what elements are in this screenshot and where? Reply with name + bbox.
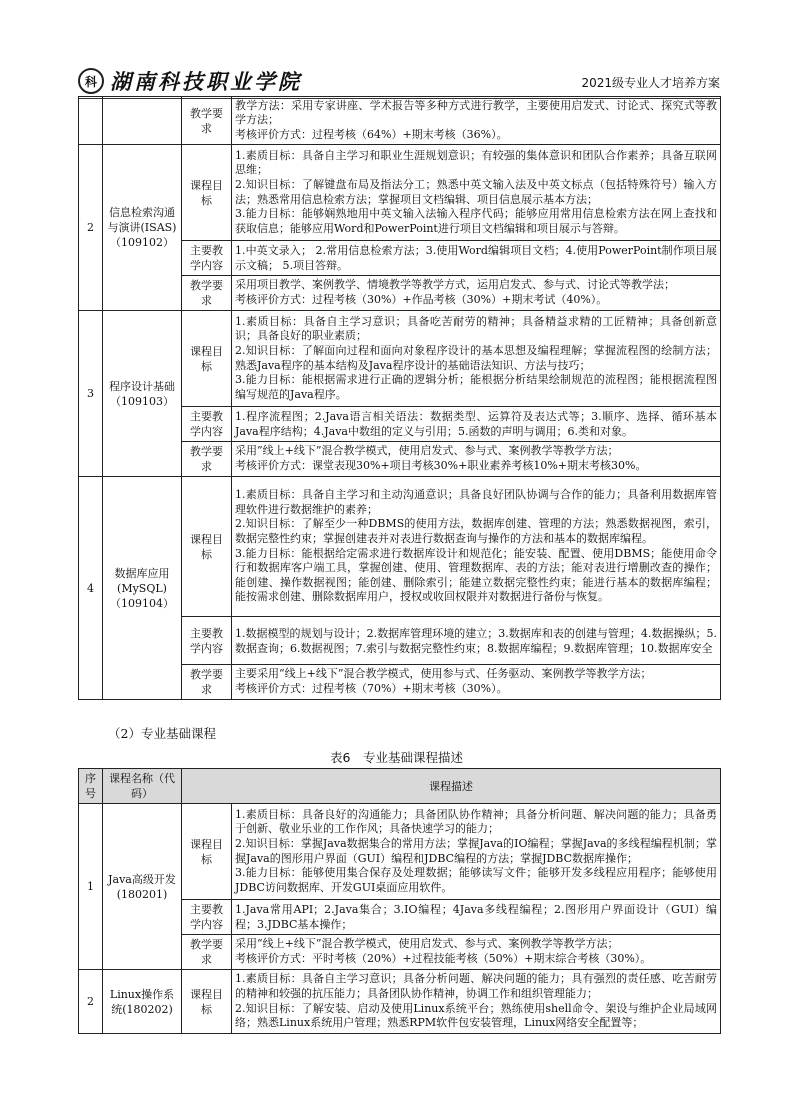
row-label: 主要教学内容 xyxy=(182,407,232,442)
course-name: 程序设计基础（109103） xyxy=(103,311,182,477)
row-index xyxy=(79,97,103,145)
main-content: 1.数据模型的规划与设计；2.数据库管理环境的建立；3.数据库和表的创建与管理；4.数据操纵；5.数据查询；6.数据视图；7.索引与数据完整性约束；8.数据库编程；9.数据库管理；10.数据库安全 xyxy=(232,617,721,665)
teaching-requirement: 采用”线上+线下”混合教学模式，使用启发式、参与式、案例教学等教学方法； 考核评价方式：课堂表现30%+项目考核30%+职业素养考核10%+期末考核30%。 xyxy=(232,442,721,477)
row-label: 主要教学内容 xyxy=(182,617,232,665)
row-label: 课程目标 xyxy=(182,970,232,1034)
row-label: 课程目标 xyxy=(182,477,232,617)
course-name: 信息检索沟通与演讲(ISAS)（109102） xyxy=(103,145,182,311)
row-label: 教学要求 xyxy=(182,665,232,700)
course-table-continued xyxy=(78,96,721,700)
row-label: 课程目标 xyxy=(182,311,232,407)
page-header xyxy=(78,62,720,99)
teaching-requirement: 教学方法：采用专家讲座、学术报告等多种方式进行教学，主要使用启发式、讨论式、探究式等教学方法； 考核评价方式：过程考核（64%）+期末考核（36%）。 xyxy=(232,97,721,145)
document-title: 2021级专业人才培养方案 xyxy=(581,76,720,90)
teaching-requirement: 采用“线上+线下”混合教学模式，使用启发式、参与式、案例教学等教学方法； 考核评价方式：平时考核（20%）+过程技能考核（50%）+期末综合考核（30%）。 xyxy=(232,935,721,970)
foundation-course-table xyxy=(78,768,721,1034)
row-index: 1 xyxy=(79,804,103,970)
header-index: 序号 xyxy=(79,769,103,804)
row-index: 3 xyxy=(79,311,103,477)
row-label: 主要教学内容 xyxy=(182,241,232,276)
main-content: 1.Java常用API；2.Java集合；3.IO编程；4Java多线程编程；2.图形用户界面设计（GUI）编程；3.JDBC基本操作； xyxy=(232,900,721,935)
row-index: 2 xyxy=(79,970,103,1034)
row-label: 课程目标 xyxy=(182,804,232,900)
teaching-requirement: 主要采用“线上+线下”混合教学模式，使用参与式、任务驱动、案例教学等教学方法； 考核评价方式：过程考核（70%）+期末考核（30%）。 xyxy=(232,665,721,700)
row-label: 教学要求 xyxy=(182,276,232,311)
row-label: 课程目标 xyxy=(182,145,232,241)
school-name: 湖南科技职业学院 xyxy=(110,69,302,94)
row-index: 2 xyxy=(79,145,103,311)
row-label: 主要教学内容 xyxy=(182,900,232,935)
teaching-requirement: 采用项目教学、案例教学、情境教学等教学方式，运用启发式、参与式、讨论式等教学法； 考核评价方式：过程考核（30%）+作品考核（30%）+期末考试（40%）。 xyxy=(232,276,721,311)
header-description: 课程描述 xyxy=(182,769,721,804)
main-content: 1.程序流程图；2.Java语言相关语法：数据类型、运算符及表达式等；3.顺序、选择、循环基本Java程序结构；4.Java中数组的定义与引用；5.函数的声明与调用；6.类和对象。 xyxy=(232,407,721,442)
school-logo xyxy=(78,66,302,96)
row-label: 教学要求 xyxy=(182,97,232,145)
school-seal-icon: 科 xyxy=(78,68,104,94)
row-label: 教学要求 xyxy=(182,442,232,477)
course-name: Linux操作系统(180202) xyxy=(103,970,182,1034)
course-name: Java高级开发(180201) xyxy=(103,804,182,970)
header-course-name: 课程名称（代码） xyxy=(103,769,182,804)
course-goals: 1.素质目标：具备自主学习和职业生涯规划意识；有较强的集体意识和团队合作素养；具备互联网思维； 2.知识目标：了解键盘布局及指法分工；熟悉中英文输入法及中英文标点（包括特殊符号）输入方法；熟悉常用信息检索方法；掌握项目文档编辑、项目信息展示基本方法； 3.能力目标：能够娴熟地用中英文输入法输入程序代码；能够应用常用信息检索方法在网上查找和获取信息；能够应用Word和PowerPoint进行项目文档编辑和项目展示与答辩。 xyxy=(232,145,721,241)
main-content: 1.中英文录入； 2.常用信息检索方法；3.使用Word编辑项目文档；4.使用PowerPoint制作项目展示文稿； 5.项目答辩。 xyxy=(232,241,721,276)
table-caption: 表6 专业基础课程描述 xyxy=(330,750,463,765)
course-goals: 1.素质目标：具备自主学习意识；具备分析问题、解决问题的能力；具有强烈的责任感、吃苦耐劳的精神和较强的抗压能力；具备团队协作精神，协调工作和组织管理能力； 2.知识目标：了解安装、启动及使用Linux系统平台；熟练使用shell命令、架设与维护企业局域网络；熟悉Linux系统用户管理；熟悉RPM软件包安装管理，Linux网络安全配置等； xyxy=(232,970,721,1034)
course-goals: 1.素质目标：具备良好的沟通能力；具备团队协作精神；具备分析问题、解决问题的能力；具备勇于创新、敬业乐业的工作作风；具备快速学习的能力； 2.知识目标：掌握Java数据集合的常用方法；掌握Java的IO编程；掌握Java的多线程编程机制；掌握Java的图形用户界面（GUI）编程和JDBC编程的方法；掌握JDBC数据库操作； 3.能力目标：能够使用集合保存及处理数据；能够读写文件；能够开发多线程应用程序；能够使用JDBC访问数据库、开发GUI桌面应用软件。 xyxy=(232,804,721,900)
course-name: 数据库应用(MySQL)（109104） xyxy=(103,477,182,700)
row-index: 4 xyxy=(79,477,103,700)
course-name xyxy=(103,97,182,145)
course-goals: 1.素质目标：具备自主学习和主动沟通意识；具备良好团队协调与合作的能力；具备利用数据库管理软件进行数据维护的素养； 2.知识目标：了解至少一种DBMS的使用方法，数据库创建、管理的方法；熟悉数据视图，索引，数据完整性约束；掌握创建表并对表进行数据查询与操作的方法和基本的数据库编程。 3.能力目标：能根据给定需求进行数据库设计和规范化；能安装、配置、使用DBMS；能使用命令行和数据库客户端工具，掌握创建、使用、管理数据库、表的方法；能对表进行增删改查的操作；能创建、操作数据视图；能创建、删除索引；能建立数据完整性约束；能进行基本的数据库编程；能按需求创建、删除数据库用户，授权或收回权限并对数据进行备份与恢复。 xyxy=(232,477,721,617)
row-label: 教学要求 xyxy=(182,935,232,970)
course-goals: 1.素质目标：具备自主学习意识；具备吃苦耐劳的精神；具备精益求精的工匠精神；具备创新意识；具备良好的职业素质； 2.知识目标：了解面向过程和面向对象程序设计的基本思想及编程理解；掌握流程图的绘制方法；熟悉Java程序的基本结构及Java程序设计的基础语法知识、方法与技巧； 3.能力目标：能根据需求进行正确的逻辑分析；能根据分析结果绘制规范的流程图；能根据流程图编写规范的Java程序。 xyxy=(232,311,721,407)
section-title: （2）专业基础课程 xyxy=(108,726,216,741)
